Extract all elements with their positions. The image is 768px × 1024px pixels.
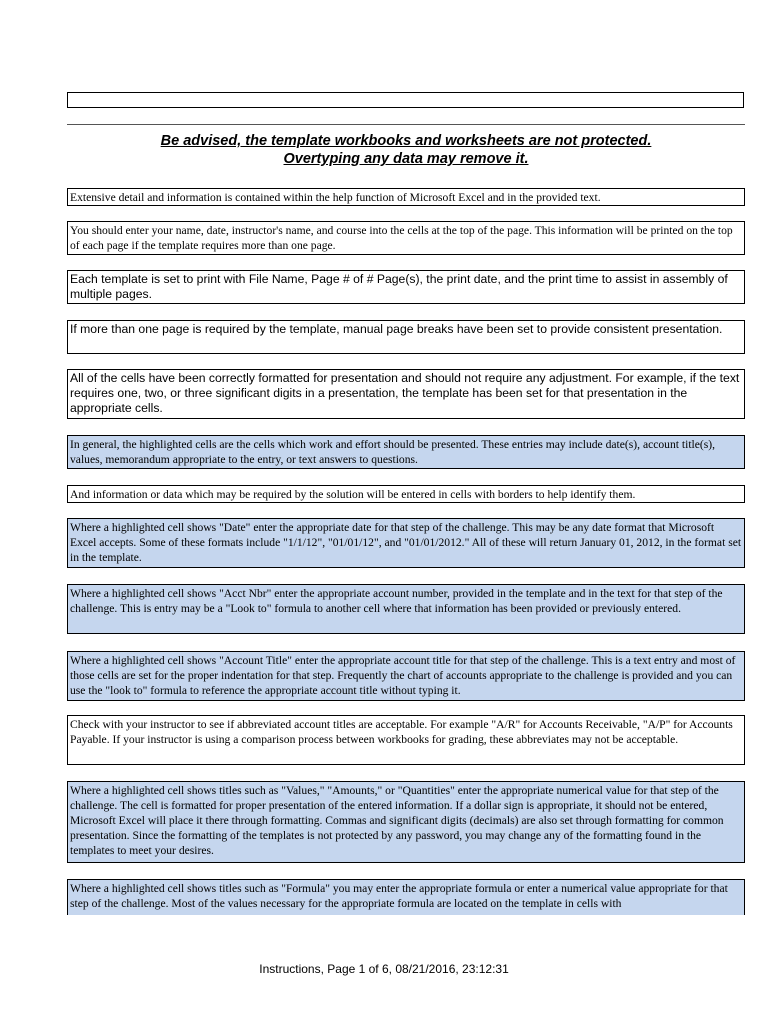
instruction-formula: Where a highlighted cell shows titles such as "Formula" you may enter the appropriate formula or enter a numerical value appropriate for that step of the challenge. Most of the values necessary for the appropriate formula are located on the template in cells with xyxy=(67,879,745,915)
instruction-values: Where a highlighted cell shows titles such as "Values," "Amounts," or "Quantities" enter the appropriate numerical value for that step of the challenge. The cell is formatted for proper presentation of the entered information. If a dollar sign is appropriate, it should not be entered, Microsoft Excel will place it there through formatting. Commas and significant digits (decimals) are also set through formatting for common presentation. Since the formatting of the templates is not protected by any password, you may change any of the formatting found in the templates to meet your desires. xyxy=(67,781,745,863)
protection-warning xyxy=(67,132,745,168)
instruction-date: Where a highlighted cell shows "Date" enter the appropriate date for that step of the challenge. This may be any date format that Microsoft Excel accepts. Some of these formats include "1/1/12", "01/01/12", and "01/01/2012." All of these will return January 01, 2012, in the format set in the template. xyxy=(67,518,745,568)
instruction-cell-formatting: All of the cells have been correctly formatted for presentation and should not require any adjustment. For example, if the text requires one, two, or three significant digits in a presentation, the template has been set for that presentation in the appropriate cells. xyxy=(67,369,745,419)
header-info-box xyxy=(67,92,744,108)
instruction-page-breaks: If more than one page is required by the template, manual page breaks have been set to provide consistent presentation. xyxy=(67,320,745,354)
instruction-account-title: Where a highlighted cell shows "Account Title" enter the appropriate account title for that step of the challenge. This is a text entry and most of those cells are set for the proper indentation for that step. Frequently the chart of accounts appropriate to the challenge is provided and you can use the "look to" formula to reference the appropriate account title without typing it. xyxy=(67,651,745,701)
instruction-highlighted-cells: In general, the highlighted cells are the cells which work and effort should be presented. These entries may include date(s), account title(s), values, memorandum appropriate to the entry, or text answers to questions. xyxy=(67,435,745,469)
instruction-enter-name: You should enter your name, date, instructor's name, and course into the cells at the top of the page. This information will be printed on the top of each page if the template requires more than one page. xyxy=(67,221,745,255)
warning-line-2: Overtyping any data may remove it. xyxy=(283,151,529,167)
warning-line-1: Be advised, the template workbooks and worksheets are not protected. xyxy=(160,133,652,149)
page-footer: Instructions, Page 1 of 6, 08/21/2016, 23:12:31 xyxy=(259,962,509,976)
instruction-bordered-cells: And information or data which may be required by the solution will be entered in cells with borders to help identify them. xyxy=(67,485,745,503)
header-divider xyxy=(67,124,745,125)
instruction-print-settings: Each template is set to print with File Name, Page # of # Page(s), the print date, and the print time to assist in assembly of multiple pages. xyxy=(67,270,745,304)
instruction-acct-nbr: Where a highlighted cell shows "Acct Nbr" enter the appropriate account number, provided in the template and in the text for that step of the challenge. This is entry may be a "Look to" formula to another cell where that information has been provided or previously entered. xyxy=(67,584,745,634)
instruction-help-function: Extensive detail and information is contained within the help function of Microsoft Excel and in the provided text. xyxy=(67,188,745,206)
instruction-abbreviations: Check with your instructor to see if abbreviated account titles are acceptable. For example "A/R" for Accounts Receivable, "A/P" for Accounts Payable. If your instructor is using a comparison process between workbooks for grading, these abbreviates may not be acceptable. xyxy=(67,715,745,765)
